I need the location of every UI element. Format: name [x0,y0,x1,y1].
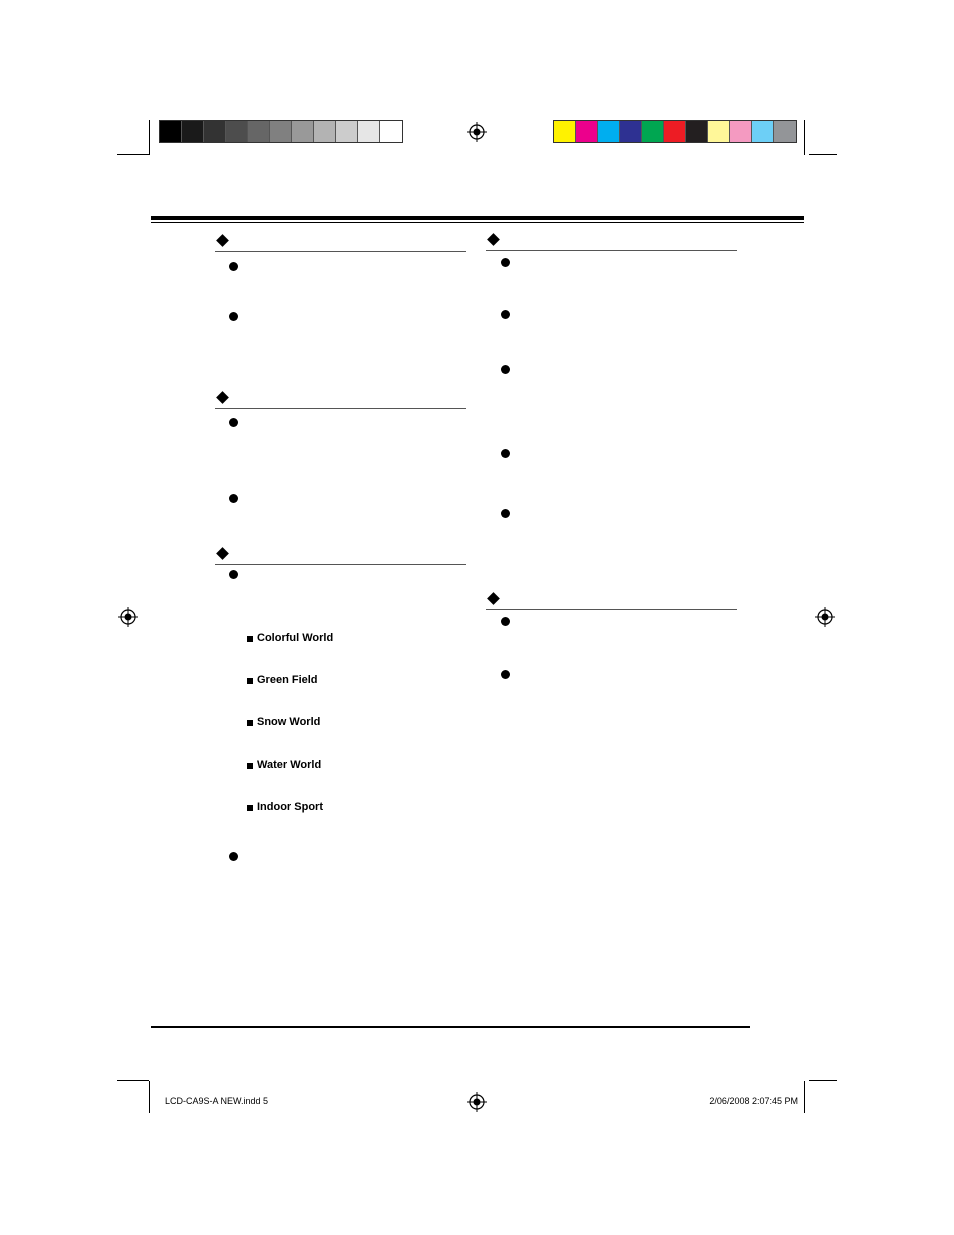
bullet-icon [229,570,238,579]
scene-mode-label: Water World [257,759,322,771]
square-bullet-icon [247,720,253,726]
bullet-icon [501,670,510,679]
section-divider [486,609,737,610]
grayscale-swatch [358,121,380,142]
slug-file-name: LCD-CA9S-A NEW.indd 5 [165,1096,269,1106]
bullet-icon [501,449,510,458]
bullet-icon [501,509,510,518]
process-swatch [730,121,752,142]
crop-mark-bottom-right-h [809,1080,837,1081]
crop-mark-bottom-left-v [149,1081,150,1113]
registration-mark-icon [467,122,487,142]
square-bullet-icon [247,636,253,642]
square-bullet-icon [247,805,253,811]
scene-mode-label: Colorful World [257,632,334,644]
process-swatch [642,121,664,142]
section-divider [215,251,466,252]
process-swatch [708,121,730,142]
process-swatch [686,121,708,142]
grayscale-swatch [226,121,248,142]
grayscale-swatch [270,121,292,142]
scene-mode-label: Green Field [257,674,318,686]
section-diamond-icon [216,234,229,247]
grayscale-swatch [314,121,336,142]
grayscale-swatch [160,121,182,142]
grayscale-swatch [182,121,204,142]
header-rule [151,216,804,220]
section-divider [215,564,466,565]
crop-mark-top-right-h [809,154,837,155]
section-divider [215,408,466,409]
crop-mark-top-left-h [117,154,149,155]
bullet-icon [229,418,238,427]
process-swatch [664,121,686,142]
scene-mode-label: Indoor Sport [257,801,323,813]
process-swatch [774,121,796,142]
process-swatch [554,121,576,142]
grayscale-color-bar [159,120,403,143]
section-diamond-icon [487,592,500,605]
process-swatch [576,121,598,142]
crop-mark-bottom-right-v [804,1081,805,1113]
process-swatch [620,121,642,142]
crop-mark-bottom-left-h [117,1080,149,1081]
square-bullet-icon [247,763,253,769]
process-swatch [598,121,620,142]
bullet-icon [229,852,238,861]
crop-mark-top-right-v [804,120,805,155]
grayscale-swatch [336,121,358,142]
process-swatch [752,121,774,142]
bullet-icon [501,310,510,319]
crop-mark-top-left-v [149,120,150,155]
slug-timestamp: 2/06/2008 2:07:45 PM [709,1096,798,1106]
header-rule-thin [151,222,804,223]
bullet-icon [229,262,238,271]
bullet-icon [501,617,510,626]
process-color-bar [553,120,797,143]
footer-rule [151,1026,750,1028]
grayscale-swatch [292,121,314,142]
square-bullet-icon [247,678,253,684]
bullet-icon [229,312,238,321]
registration-mark-icon [118,607,138,627]
grayscale-swatch [248,121,270,142]
section-diamond-icon [216,391,229,404]
scene-mode-label: Snow World [257,716,321,728]
section-diamond-icon [216,547,229,560]
grayscale-swatch [204,121,226,142]
section-divider [486,250,737,251]
bullet-icon [229,494,238,503]
grayscale-swatch [380,121,402,142]
bullet-icon [501,258,510,267]
registration-mark-icon [815,607,835,627]
registration-mark-icon [467,1092,487,1112]
bullet-icon [501,365,510,374]
section-diamond-icon [487,233,500,246]
